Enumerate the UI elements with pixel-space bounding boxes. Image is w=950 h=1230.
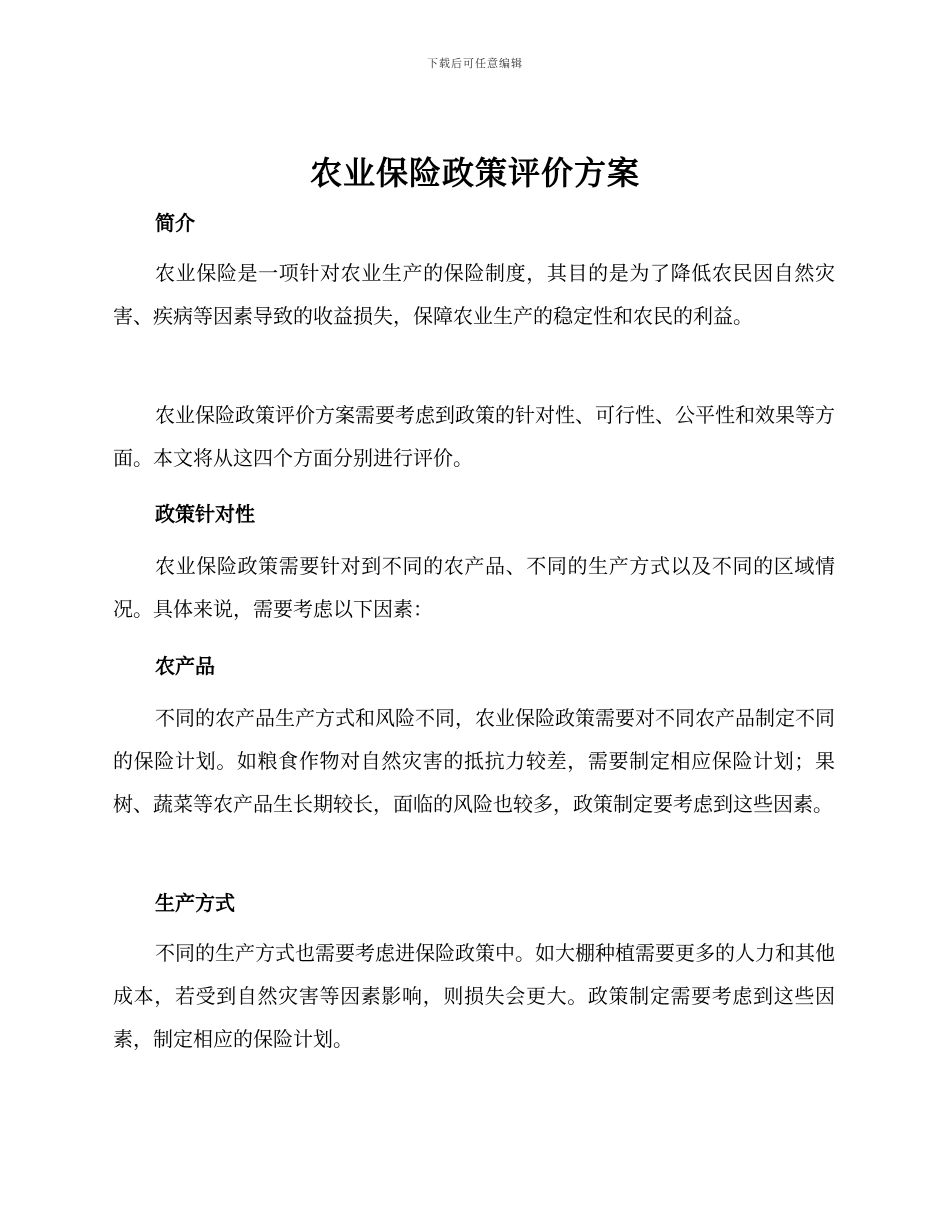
section-heading-products: 农产品 xyxy=(155,654,215,678)
document-title: 农业保险政策评价方案 xyxy=(309,154,640,192)
header-note: 下载后可任意编辑 xyxy=(427,57,523,70)
paragraph-intro-1: 农业保险是一项针对农业生产的保险制度，其目的是为了降低农民因自然灾害、疾病等因素导致的收益损失，保障农业生产的稳定性和农民的利益。 xyxy=(113,261,835,328)
paragraph-intro-2: 农业保险政策评价方案需要考虑到政策的针对性、可行性、公平性和效果等方面。本文将从这四个方面分别进行评价。 xyxy=(113,403,835,470)
paragraph-targeting: 农业保险政策需要针对到不同的农产品、不同的生产方式以及不同的区域情况。具体来说，需要考虑以下因素： xyxy=(113,554,835,621)
paragraph-products: 不同的农产品生产方式和风险不同，农业保险政策需要对不同农产品制定不同的保险计划。如粮食作物对自然灾害的抵抗力较差，需要制定相应保险计划；果树、蔬菜等农产品生长期较长，面临的风险也较多，政策制定要考虑到这些因素。 xyxy=(113,706,835,816)
section-heading-production: 生产方式 xyxy=(155,891,235,915)
section-heading-targeting: 政策针对性 xyxy=(155,502,255,526)
section-heading-intro: 简介 xyxy=(155,211,195,235)
paragraph-production: 不同的生产方式也需要考虑进保险政策中。如大棚种植需要更多的人力和其他成本，若受到自然灾害等因素影响，则损失会更大。政策制定需要考虑到这些因素，制定相应的保险计划。 xyxy=(113,941,835,1051)
